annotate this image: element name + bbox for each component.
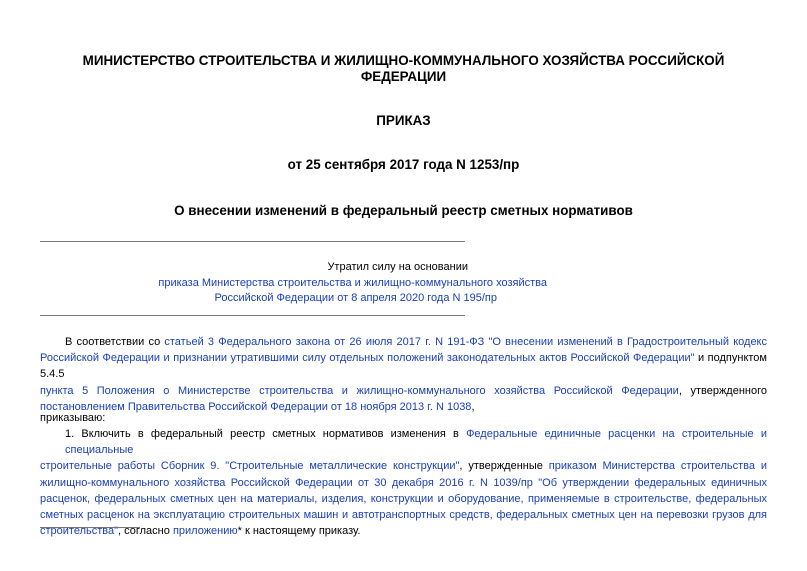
order-1039-link-cont-3[interactable]: сметных расценок на эксплуатацию строительных машин и автотранспортных средств, федеральных сметных цен на перевозки грузов для [40, 509, 767, 522]
footnote-divider [40, 527, 140, 528]
revoked-note-link-line-3[interactable]: Российской Федерации от 8 апреля 2020 года N 195/пр [214, 292, 497, 304]
order-1039-link-cont-2[interactable]: расценок, федеральных сметных цен на материалы, изделия, конструкции и оборудование, применяемые в строительстве, федеральных [40, 492, 767, 505]
doc-type: ПРИКАЗ [376, 113, 431, 128]
preamble-paragraph [40, 334, 767, 415]
law-191-fz-link[interactable]: статьей 3 Федерального закона от 26 июля 2017 г. N 191-ФЗ "О внесении изменений в Градостроительный кодекс [164, 336, 767, 348]
item-1-line-5 [40, 507, 767, 523]
divider-top [40, 241, 465, 242]
item-1-line-4 [40, 491, 767, 507]
government-resolution-link[interactable]: постановлением Правительства Российской Федерации от 18 ноября 2013 г. N 1038 [40, 400, 472, 413]
doc-title: О внесении изменений в федеральный реестр сметных нормативов [174, 203, 633, 218]
item-1-line-6: строительства", согласно приложению* к настоящему приказу. [40, 525, 361, 538]
ministry-regulation-link[interactable]: пункта 5 Положения о Министерстве строительства и жилищно-коммунального хозяйства Российской Федерации [40, 384, 679, 397]
order-word: приказываю: [40, 412, 106, 424]
preamble-line-1: В соответствии со статьей 3 Федерального закона от 26 июля 2017 г. N 191-ФЗ "О внесении изменений в Градостроительный кодекс [65, 336, 767, 348]
order-1039-link-cont-4[interactable]: строительства" [40, 525, 119, 538]
item-1-line-2: строительные работы Сборник 9. "Строительные металлические конструкции", утвержденные приказом Министерства строительства и [40, 460, 768, 473]
preamble-line-2: Российской Федерации и признании утратившими силу отдельных положений законодательных актов Российской Федерации" и подпунктом 5.4.5 [40, 352, 767, 381]
doc-date-number: от 25 сентября 2017 года N 1253/пр [287, 157, 520, 172]
order-1039-link-cont-1[interactable]: жилищно-коммунального хозяйства Российской Федерации от 30 декабря 2016 г. N 1039/пр "Об утверждении федеральных единичных [40, 476, 767, 489]
item-1-line-1: 1. Включить в федеральный реестр сметных нормативов изменения в Федеральные единичные расценки на строительные и специальные [65, 428, 767, 457]
law-191-fz-link-cont[interactable]: Российской Федерации и признании утратившими силу отдельных положений законодательных актов Российской Федерации" [40, 352, 695, 365]
preamble-line-3: пункта 5 Положения о Министерстве строительства и жилищно-коммунального хозяйства Российской Федерации, утвержденного [40, 384, 767, 397]
item-1-line-3 [40, 475, 767, 491]
fer-collection-9-link[interactable]: строительные работы Сборник 9. "Строительные металлические конструкции" [40, 460, 460, 473]
revoked-note [40, 260, 762, 307]
revoked-note-link-line-2[interactable]: приказа Министерства строительства и жилищно-коммунального хозяйства [158, 276, 547, 289]
appendix-link[interactable]: приложению [172, 525, 238, 538]
item-1-paragraph [40, 426, 767, 539]
divider-bottom [40, 315, 465, 316]
order-1039-link[interactable]: приказом Министерства строительства и [548, 460, 768, 473]
preamble-line-4: постановлением Правительства Российской Федерации от 18 ноября 2013 г. N 1038, [40, 400, 475, 413]
ministry-heading [0, 53, 807, 85]
revoked-note-line-1: Утратил силу на основании [327, 261, 468, 273]
ministry-line-2: ФЕДЕРАЦИИ [360, 69, 447, 84]
ministry-line-1: МИНИСТЕРСТВО СТРОИТЕЛЬСТВА И ЖИЛИЩНО-КОММУНАЛЬНОГО ХОЗЯЙСТВА РОССИЙСКОЙ [82, 53, 725, 68]
fer-link[interactable]: Федеральные единичные расценки на строительные и специальные [65, 428, 767, 457]
